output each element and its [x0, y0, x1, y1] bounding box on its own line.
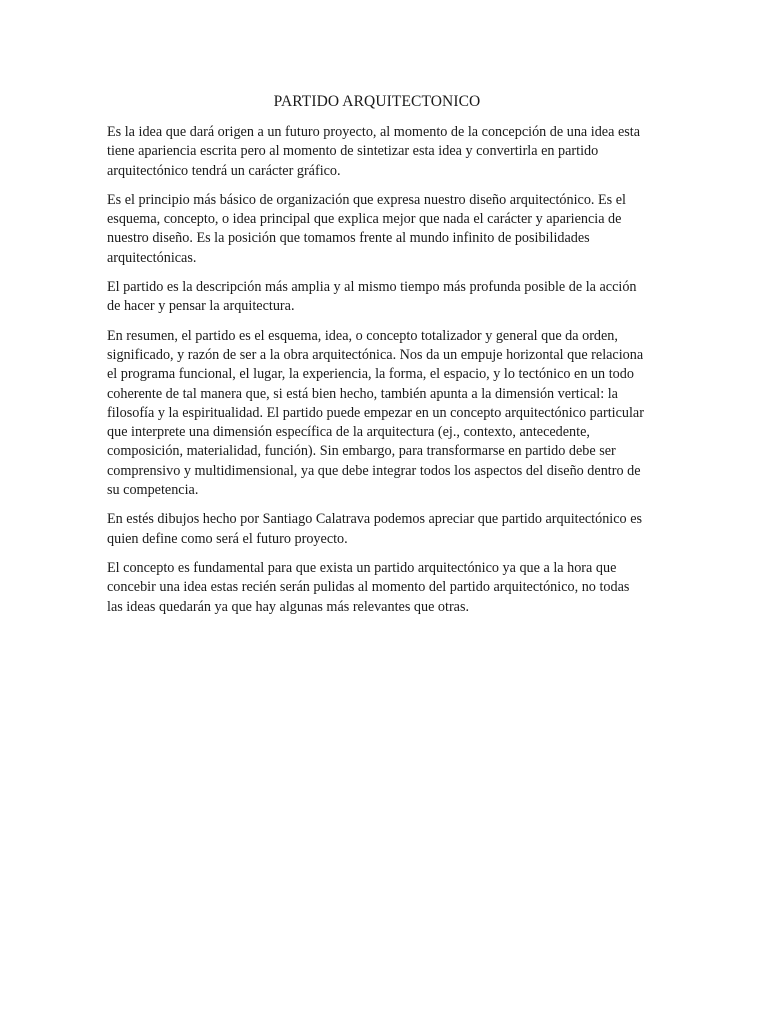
paragraph-summary: En resumen, el partido es el esquema, idea, o concepto totalizador y general que da orden, significado, y razón de ser a la obra arquitectónica. Nos da un empuje horizontal que relaciona el programa funcional, el lugar, la experiencia, la forma, el espacio, y lo tectónico en un todo coherente de tal manera que, si está bien hecho, también apunta a la dimensión vertical: la filosofía y la espiritualidad. El partido puede empezar en un concepto arquitectónico particular que interprete una dimensión específica de la arquitectura (ej., contexto, antecedente, composición, materialidad, función). Sin embargo, para transformarse en partido debe ser comprensivo y multidimensional, ya que debe integrar todos los aspectos del diseño dentro de su competencia. [107, 327, 644, 499]
paragraph-calatrava: En estés dibujos hecho por Santiago Calatrava podemos apreciar que partido arquitectónico es quien define como será el futuro proyecto. [107, 511, 643, 547]
paragraph-principle: Es el principio más básico de organización que expresa nuestro diseño arquitectónico. Es el esquema, concepto, o idea principal que explica mejor que nada el carácter y apariencia de nuestro diseño. Es la posición que tomamos frente al mundo infinito de posibilidades arquitectónicas. [107, 191, 626, 266]
paragraph-definition: Es la idea que dará origen a un futuro proyecto, al momento de la concepción de una idea esta tiene apariencia escrita pero al momento de sintetizar esta idea y convertirla en partido arquitectónico tendrá un carácter gráfico. [107, 124, 641, 179]
paragraph-concept: El concepto es fundamental para que exista un partido arquitectónico ya que a la hora que concebir una idea estas recién serán pulidas al momento del partido arquitectónico, no todas las ideas quedarán ya que hay algunas más relevantes que otras. [107, 559, 630, 615]
document-title: PARTIDO ARQUITECTONICO [273, 93, 481, 110]
paragraph-description: El partido es la descripción más amplia y al mismo tiempo más profunda posible de la acción de hacer y pensar la arquitectura. [107, 279, 637, 315]
document-body [107, 92, 647, 627]
